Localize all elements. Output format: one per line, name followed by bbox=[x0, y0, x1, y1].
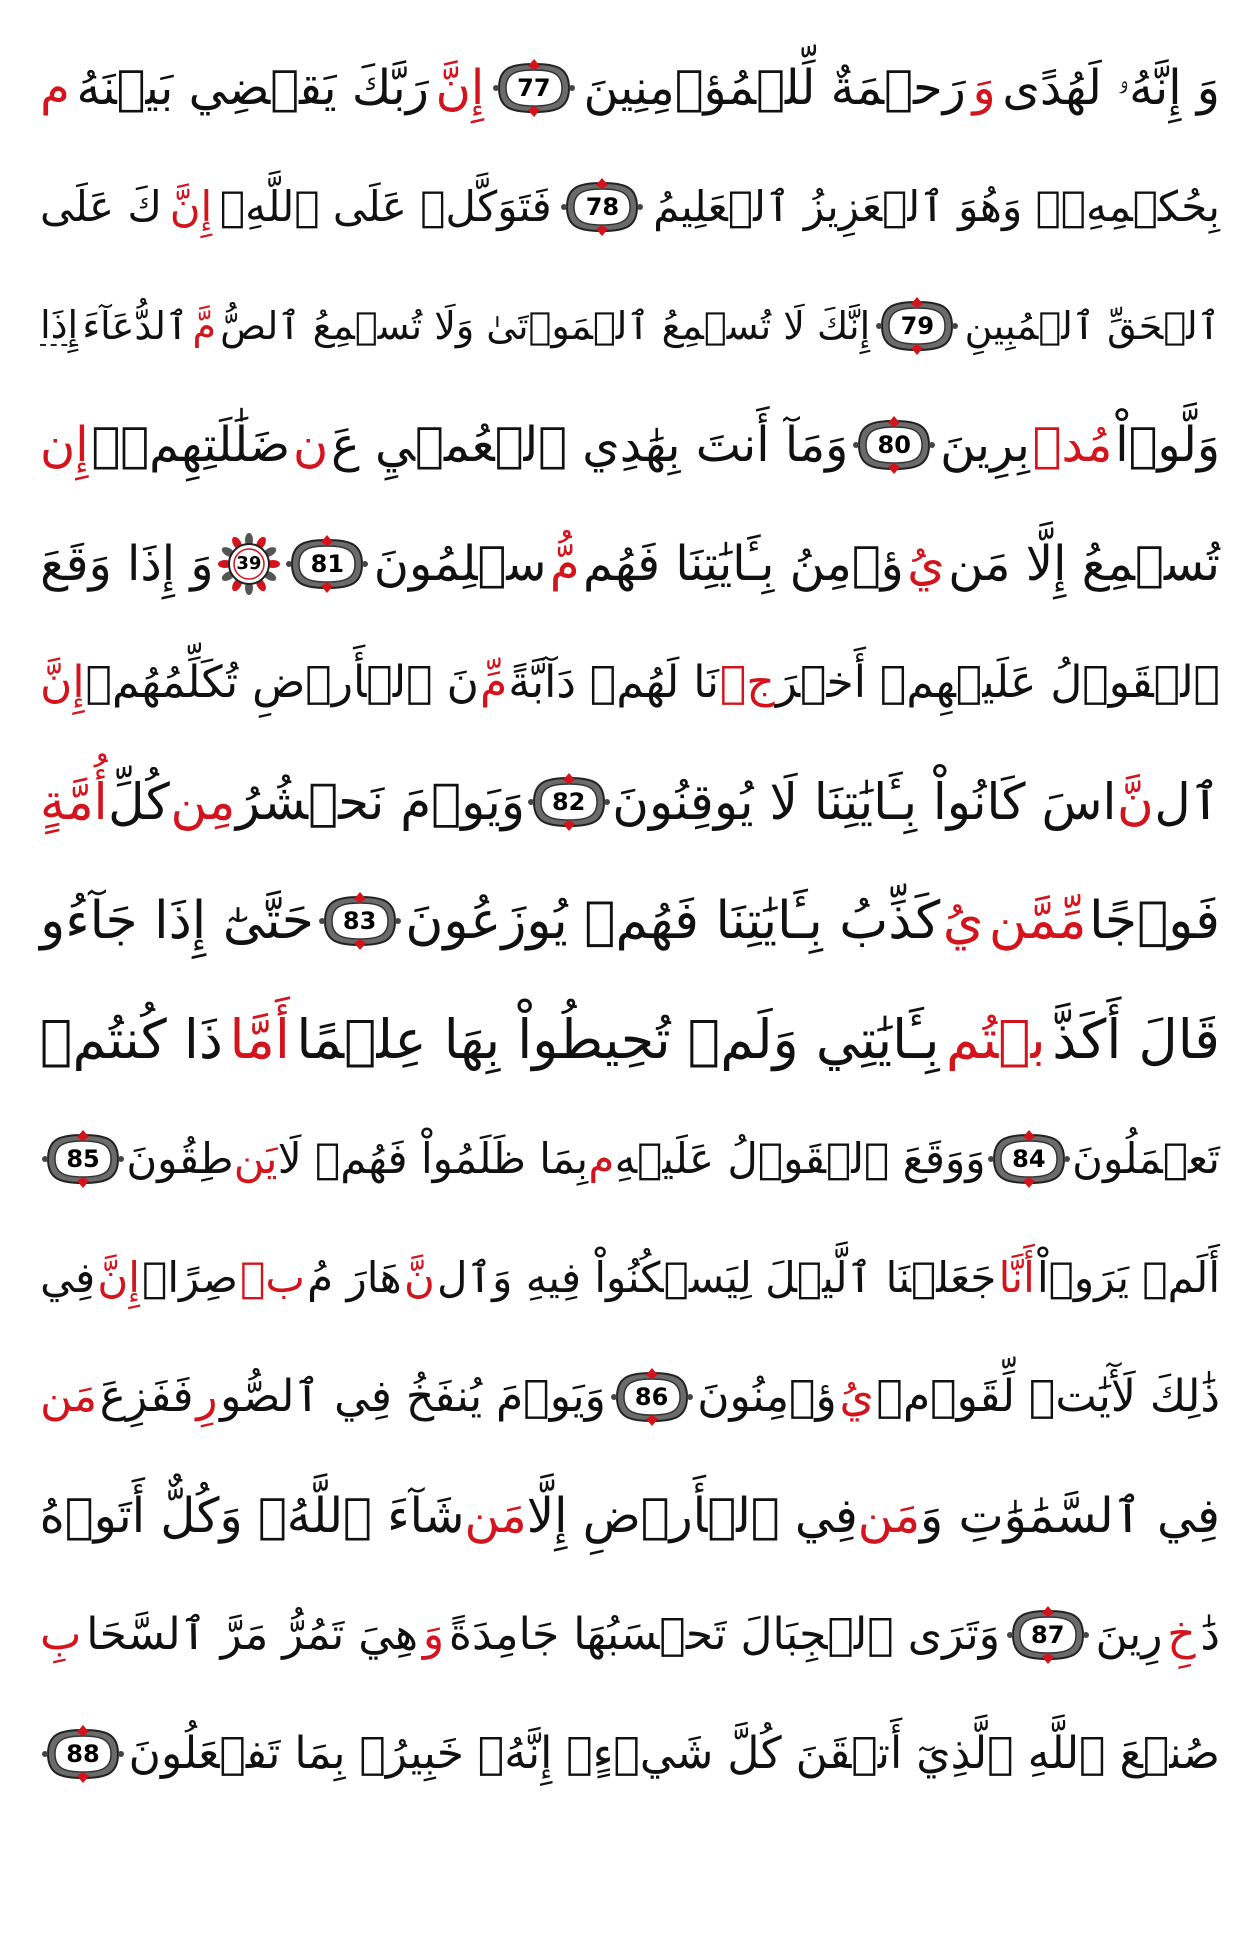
verse-line bbox=[40, 504, 1220, 623]
ayah-number-marker bbox=[40, 1129, 126, 1189]
tajweed-highlight-text: مُدۡ bbox=[1032, 416, 1113, 473]
verse-text: فِي bbox=[40, 1252, 96, 1302]
verse-text: ذَا كُنتُمۡ bbox=[40, 1007, 223, 1071]
tajweed-highlight-text: مِّ bbox=[479, 656, 508, 708]
verse-line bbox=[40, 1218, 1220, 1337]
ayah-number-marker bbox=[284, 534, 370, 594]
tajweed-highlight-text: مَن bbox=[40, 1370, 98, 1422]
verse-text: رَحۡمَةٌ لِّلۡمُؤۡمِنِينَ bbox=[583, 59, 966, 116]
verse-text: ضَلَٰلَتِهِمۡۖ bbox=[91, 416, 291, 473]
verse-text: وَيَوۡمَ نَحۡشُرُ bbox=[235, 772, 526, 831]
tajweed-highlight-text: أَنَّا bbox=[998, 1252, 1035, 1302]
verse-text: وَتَرَى ٱلۡجِبَالَ تَحۡسَبُهَا جَامِدَةً bbox=[448, 1608, 1000, 1660]
ayah-number: 87 bbox=[1031, 1620, 1065, 1649]
tajweed-highlight-text: إِنَّ bbox=[97, 1252, 140, 1302]
ayah-number-marker bbox=[874, 296, 960, 356]
verse-text: ٱلدُّعَآءَ bbox=[82, 303, 189, 348]
verse-text: كَذِّبُ بِـَٔايَٰتِنَا فَهُمۡ يُوزَعُونَ bbox=[405, 890, 941, 951]
verse-text: صُنۡعَ ٱللَّهِ ٱلَّذِيٓ أَتۡقَنَ كُلَّ شَيۡءٍۚ إِنَّهُۥ خَبِيرُۢ بِمَا تَفۡعَلُونَ bbox=[128, 1727, 1220, 1779]
verse-text: إِنَّكَ لَا تُسۡمِعُ ٱلۡمَوۡتَىٰ وَلَا تُسۡمِعُ ٱلصُّ bbox=[220, 303, 871, 348]
verse-text: إِذَا bbox=[40, 302, 79, 347]
tajweed-highlight-text: جۡ bbox=[720, 656, 775, 708]
ayah-number-marker bbox=[526, 772, 612, 832]
verse-text: فِي ٱلۡأَرۡضِ إِلَّا bbox=[526, 1487, 858, 1544]
tajweed-highlight-text: إِنَّ bbox=[169, 181, 213, 231]
tajweed-highlight-text: أُمَّةٍ bbox=[40, 772, 108, 831]
verse-line bbox=[40, 980, 1220, 1099]
ayah-number-marker bbox=[317, 891, 403, 951]
verse-line bbox=[40, 1456, 1220, 1575]
ayah-number: 81 bbox=[310, 549, 345, 578]
verse-text: بِمَا ظَلَمُواْ فَهُمۡ لَا bbox=[277, 1133, 589, 1183]
verse-text: كَ عَلَى bbox=[40, 181, 162, 231]
verse-text: ذَٰلِكَ لَأٓيَٰتٖ لِّقَوۡمٖ bbox=[876, 1370, 1220, 1422]
verse-text: رَبَّكَ يَقۡضِي بَيۡنَهُ bbox=[76, 59, 429, 116]
ayah-number-marker bbox=[986, 1129, 1072, 1189]
tajweed-highlight-text: بۡتُم bbox=[946, 1007, 1046, 1071]
ayah-number-marker bbox=[40, 1724, 126, 1784]
tajweed-highlight-text: م bbox=[588, 1133, 615, 1183]
verse-text: رِينَ bbox=[1095, 1608, 1163, 1660]
verse-text: طِقُونَ bbox=[126, 1133, 234, 1183]
ayah-number: 82 bbox=[551, 787, 586, 816]
verse-line bbox=[40, 861, 1220, 980]
ayah-number-marker bbox=[491, 58, 577, 118]
verse-line bbox=[40, 1099, 1220, 1218]
verse-text: نَا لَهُمۡ دَآبَّةً bbox=[508, 656, 719, 708]
verse-text: بِحُكۡمِهِۦۚ وَهُوَ ٱلۡعَزِيزُ ٱلۡعَلِيمُ bbox=[653, 181, 1220, 231]
verse-line bbox=[40, 385, 1220, 504]
verse-text: هَارَ مُ bbox=[307, 1252, 402, 1302]
tajweed-highlight-text: خِ bbox=[1167, 1608, 1196, 1660]
verse-line bbox=[40, 28, 1220, 147]
tajweed-highlight-text: يُ bbox=[942, 890, 984, 951]
tajweed-highlight-text: ن bbox=[293, 416, 329, 473]
tajweed-highlight-text: مِن bbox=[170, 772, 236, 831]
verse-text: ؤۡمِنُ بِـَٔايَٰتِنَا فَهُم bbox=[583, 535, 904, 592]
verse-text: اسَ كَانُواْ بِـَٔايَٰتِنَا لَا يُوقِنُونَ bbox=[612, 772, 1117, 831]
verse-text: وَوَقَعَ ٱلۡقَوۡلُ عَلَيۡهِ bbox=[614, 1133, 986, 1183]
ayah-number: 88 bbox=[66, 1739, 100, 1768]
verse-text: تُسۡمِعُ إِلَّا مَن bbox=[948, 535, 1220, 592]
verse-text: ٱلۡحَقِّ ٱلۡمُبِينِ bbox=[964, 303, 1220, 348]
ayah-number-marker bbox=[851, 415, 937, 475]
verse-text: تَعۡمَلُونَ bbox=[1072, 1133, 1220, 1183]
verse-line bbox=[40, 147, 1220, 266]
verse-text: فِي ٱلسَّمَٰوَٰتِ وَ bbox=[920, 1487, 1220, 1544]
tajweed-highlight-text: بۡ bbox=[240, 1252, 305, 1302]
verse-text: ٱلۡقَوۡلُ عَلَيۡهِمۡ أَخۡرَ bbox=[775, 656, 1220, 708]
verse-text: فَوۡجًا bbox=[1089, 890, 1220, 951]
verse-text: ٱل bbox=[1154, 772, 1220, 831]
ayah-number: 86 bbox=[634, 1382, 669, 1411]
ayah-number: 85 bbox=[66, 1144, 100, 1173]
verse-line bbox=[40, 1694, 1220, 1813]
tajweed-highlight-text: مَّ bbox=[192, 303, 216, 348]
verse-text: بِـَٔايَٰتِي وَلَمۡ تُحِيطُواْ بِهَا عِلۡمًا bbox=[296, 1007, 940, 1071]
verse-text: قَالَ أَكَذَّ bbox=[1052, 1007, 1220, 1071]
ayah-number: 80 bbox=[877, 430, 911, 459]
tajweed-highlight-text: يَن bbox=[233, 1133, 278, 1183]
verse-text: سۡلِمُونَ bbox=[373, 535, 547, 592]
tajweed-highlight-text: نَّ bbox=[1117, 772, 1154, 831]
ayah-number: 83 bbox=[342, 906, 377, 935]
verse-text: فَتَوَكَّلۡ عَلَى ٱللَّهِۖ bbox=[219, 181, 552, 231]
ayah-number: 78 bbox=[585, 192, 620, 221]
verse-text: بِرِينَ bbox=[940, 416, 1030, 473]
tajweed-highlight-text: وَ bbox=[972, 59, 996, 116]
verse-line bbox=[40, 1337, 1220, 1456]
tajweed-highlight-text: أَمَّا bbox=[229, 1007, 290, 1071]
tajweed-highlight-text: يُ bbox=[839, 1370, 874, 1422]
ayah-number-marker bbox=[559, 177, 645, 237]
verse-text: وَ إِنَّهُۥ لَهُدًى bbox=[1002, 59, 1220, 116]
tajweed-highlight-text: بِ bbox=[40, 1608, 82, 1660]
tajweed-highlight-text: إِنَّ bbox=[40, 656, 85, 708]
tajweed-highlight-text: وَ bbox=[422, 1608, 445, 1660]
ayah-number: 84 bbox=[1012, 1144, 1046, 1173]
tajweed-highlight-text: مَن bbox=[857, 1487, 921, 1544]
verse-text: كُلِّ bbox=[108, 772, 170, 831]
tajweed-highlight-text: نَّ bbox=[403, 1252, 435, 1302]
verse-text: وَمَآ أَنتَ بِهَٰدِي ٱلۡعُمۡيِ عَ bbox=[331, 416, 849, 473]
tajweed-highlight-text: م bbox=[40, 59, 70, 116]
verse-text: وَيَوۡمَ يُنفَخُ فِي ٱلصُّو bbox=[220, 1370, 606, 1422]
tajweed-highlight-text: مُّ bbox=[549, 535, 580, 592]
ayah-number-marker bbox=[609, 1367, 695, 1427]
verse-text: صِرًاۚ bbox=[142, 1252, 238, 1302]
verse-text: شَآءَ ٱللَّهُۚ وَكُلٌّ أَتَوۡهُ bbox=[39, 1487, 465, 1544]
verse-text: نَ ٱلۡأَرۡضِ تُكَلِّمُهُمۡ bbox=[85, 656, 479, 708]
tajweed-highlight-text: مِّمَّن bbox=[988, 890, 1087, 951]
verse-text: دَٰ bbox=[1200, 1608, 1220, 1660]
verse-text: وَ إِذَا وَقَعَ bbox=[40, 535, 214, 592]
tajweed-highlight-text: يُ bbox=[907, 535, 945, 592]
verse-text: وَلَّوۡاْ bbox=[1115, 416, 1220, 473]
ayah-number: 77 bbox=[517, 73, 551, 102]
verse-text: حَتَّىٰٓ إِذَا جَآءُو bbox=[40, 890, 314, 951]
verse-text: فَفَزِعَ bbox=[99, 1370, 194, 1422]
verse-line bbox=[40, 623, 1220, 742]
tajweed-highlight-text: إِن bbox=[40, 416, 89, 473]
tajweed-highlight-text: رِ bbox=[196, 1370, 218, 1422]
verse-line bbox=[40, 742, 1220, 861]
ayah-number: 79 bbox=[900, 311, 935, 340]
verse-text: هِيَ تَمُرُّ مَرَّ ٱلسَّحَا bbox=[86, 1608, 419, 1660]
hizb-marker-icon bbox=[217, 532, 281, 596]
verse-text: ؤۡمِنُونَ bbox=[697, 1370, 837, 1422]
ayah-number-marker bbox=[1005, 1605, 1091, 1665]
verse-text: أَلَمۡ يَرَوۡاْ bbox=[1037, 1252, 1220, 1302]
tajweed-highlight-text: مَن bbox=[464, 1487, 527, 1544]
verse-line bbox=[40, 266, 1220, 385]
verse-line bbox=[40, 1575, 1220, 1694]
verse-text: جَعَلۡنَا ٱلَّيۡلَ لِيَسۡكُنُواْ فِيهِ وَٱل bbox=[437, 1252, 997, 1302]
tajweed-highlight-text: إِنَّ bbox=[435, 59, 485, 116]
hizb-number: 39 bbox=[236, 552, 262, 574]
